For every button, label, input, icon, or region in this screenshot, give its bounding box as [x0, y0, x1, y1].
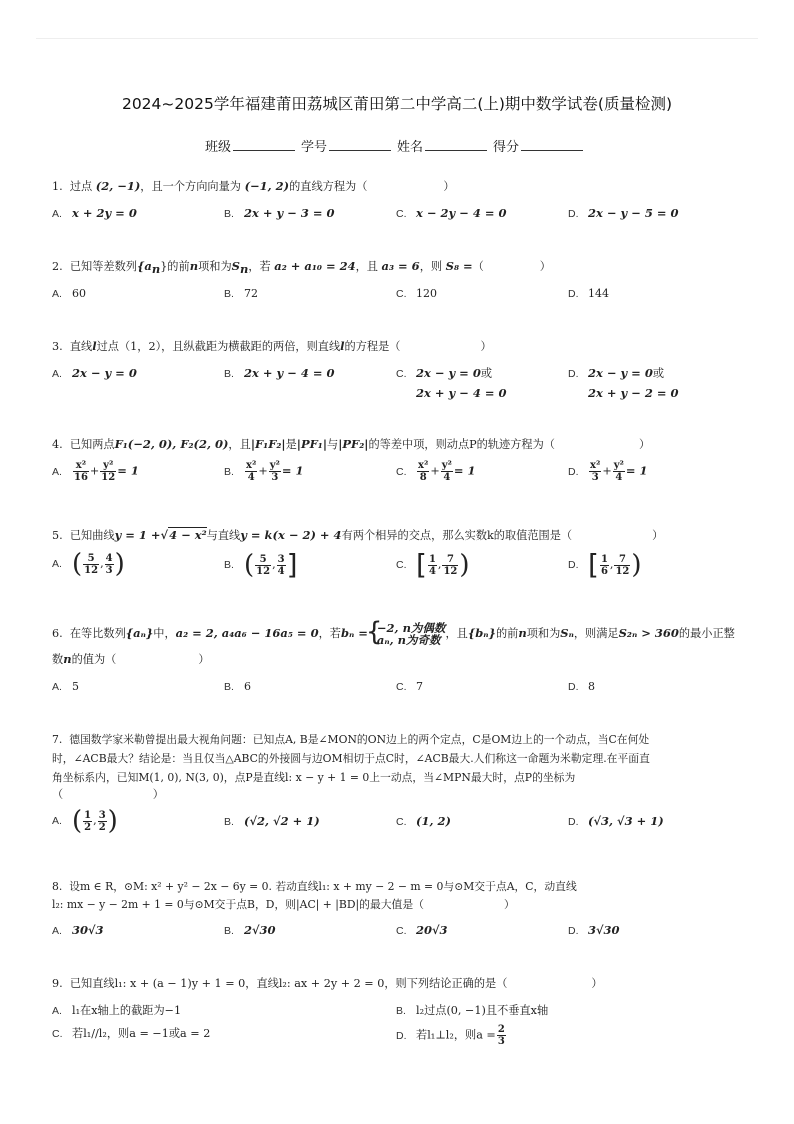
option-a[interactable]: A. 30√3: [52, 923, 104, 937]
option-b[interactable]: B. (√2, √2 + 1): [224, 814, 320, 828]
option-b[interactable]: B. 6: [224, 680, 251, 693]
option-b[interactable]: B. l₂过点(0, −1)且不垂直x轴: [396, 1004, 549, 1017]
name-label: 姓名: [397, 140, 424, 155]
option-a[interactable]: A. $\frac{\text{x²}}{16}$ + $\frac{\text{y²}}{12}$ = 1: [52, 460, 139, 483]
question-2: 2. 已知等差数列$\{a_n\}$的前n项和为$S_n$，若 a₂ + a₁₀ = 24，且 a₃ = 6，则 S₈ =（ ）: [52, 259, 551, 277]
question-4: 4. 已知两点F₁(−2, 0), F₂(2, 0)，且|F₁F₂|是|PF₁|与|PF₂|的等差中项，则动点P的轨迹方程为（ ）: [52, 437, 651, 451]
class-blank[interactable]: [233, 150, 295, 151]
option-c[interactable]: C. 2x − y = 0或 2x + y − 4 = 0: [396, 366, 507, 400]
header-rule: [36, 38, 758, 39]
option-c[interactable]: C. 若l₁//l₂，则a = −1或a = 2: [52, 1027, 211, 1040]
option-c[interactable]: C. 7: [396, 680, 423, 693]
question-7-line-2: 时，∠ACB最大？结论是：当且仅当△ABC的外接圆与边OM相切于点C时，∠ACB最大.人们称这一命题为米勒定理.在平面直: [52, 752, 650, 765]
score-label: 得分: [493, 140, 520, 155]
question-6-continued: 数n的值为（ ）: [52, 652, 210, 666]
option-d[interactable]: D. 2x − y = 0或 2x + y − 2 = 0: [568, 366, 679, 400]
student-info-line: [0, 136, 794, 155]
option-c[interactable]: C. $\frac{\text{x²}}{8}$ + $\frac{\text{y²}}{4}$ = 1: [396, 460, 476, 483]
option-b[interactable]: B. 72: [224, 287, 258, 300]
question-3: 3. 直线l过点（1，2），且纵截距为横截距的两倍，则直线l的方程是（ ）: [52, 339, 492, 353]
option-b[interactable]: B. 2x + y − 3 = 0: [224, 206, 335, 220]
id-blank[interactable]: [329, 150, 391, 151]
option-a[interactable]: A. l₁在x轴上的截距为−1: [52, 1004, 182, 1017]
option-d[interactable]: D. 3√30: [568, 923, 620, 937]
question-8-line-2: l₂: mx − y − 2m + 1 = 0与⊙M交于点B，D，则|AC| + |BD|的最大值是（ ）: [52, 898, 515, 911]
option-b[interactable]: B. $\frac{\text{x²}}{4}$ + $\frac{\text{y²}}{3}$ = 1: [224, 460, 304, 483]
name-blank[interactable]: [425, 150, 487, 151]
option-b[interactable]: B. 2√30: [224, 923, 276, 937]
option-c[interactable]: C. x − 2y − 4 = 0: [396, 206, 507, 220]
question-7-paren: （ ）: [52, 788, 164, 801]
option-d[interactable]: D. 2x − y − 5 = 0: [568, 206, 679, 220]
question-7: 7. 德国数学家米勒曾提出最大视角问题：已知点A, B是∠MON的ON边上的两个定点，C是OM边上的一个动点，当C在何处: [52, 733, 650, 746]
question-1: 1. 过点 (2, −1)，且一个方向向量为 (−1, 2)的直线方程为（ ）: [52, 179, 455, 193]
score-blank[interactable]: [521, 150, 583, 151]
question-7-line-3: 角坐标系内，已知M(1, 0), N(3, 0)，点P是直线l: x − y + 1 = 0上一动点，当∠MPN最大时，点P的坐标为: [52, 771, 576, 784]
page-title: 2024~2025学年福建莆田荔城区莆田第二中学高二(上)期中数学试卷(质量检测): [121, 95, 673, 113]
option-d[interactable]: D. [ $\frac{1}{6}$ , $\frac{7}{12}$ ): [568, 548, 642, 581]
option-d[interactable]: D. (√3, √3 + 1): [568, 814, 664, 828]
class-label: 班级: [204, 140, 231, 155]
option-c[interactable]: C. [ $\frac{1}{4}$ , $\frac{7}{12}$ ): [396, 548, 470, 581]
option-d[interactable]: D. 8: [568, 680, 595, 693]
option-a[interactable]: A. x + 2y = 0: [52, 206, 137, 220]
question-8: 8. 设m ∈ R，⊙M: x² + y² − 2x − 6y = 0. 若动直线l₁: x + my − 2 − m = 0与⊙M交于点A，C，动直线: [52, 880, 577, 893]
option-d[interactable]: D. 若l₁⊥l₂，则a = $\frac{2}{3}$: [396, 1024, 505, 1047]
option-b[interactable]: B. ( $\frac{5}{12}$ , $\frac{3}{4}$ ]: [224, 548, 298, 581]
question-5: 5. 已知曲线y = 1 +√4 − x²与直线y = k(x − 2) + 4有两个相异的交点，那么实数k的取值范围是（ ）: [52, 528, 664, 542]
option-d[interactable]: D. 144: [568, 287, 609, 300]
piecewise-cases: { −2, n为偶数 aₙ, n为奇数: [368, 622, 446, 646]
option-a[interactable]: A. ( $\frac{5}{12}$ , $\frac{4}{3}$ ): [52, 549, 125, 579]
option-a[interactable]: A. 60: [52, 287, 86, 300]
id-label: 学号: [300, 140, 327, 155]
option-a[interactable]: A. ( $\frac{1}{2}$ , $\frac{3}{2}$ ): [52, 806, 118, 836]
question-9: 9. 已知直线l₁: x + (a − 1)y + 1 = 0，直线l₂: ax + 2y + 2 = 0，则下列结论正确的是（ ）: [52, 977, 603, 990]
option-d[interactable]: D. $\frac{\text{x²}}{3}$ + $\frac{\text{y²}}{4}$ = 1: [568, 460, 648, 483]
option-c[interactable]: C. 20√3: [396, 923, 448, 937]
option-a[interactable]: A. 5: [52, 680, 79, 693]
option-b[interactable]: B. 2x + y − 4 = 0: [224, 366, 335, 380]
option-a[interactable]: A. 2x − y = 0: [52, 366, 137, 380]
question-6: 6. 在等比数列{aₙ}中，a₂ = 2, a₄a₆ − 16a₅ = 0，若bₙ = { −2, n为偶数 aₙ, n为奇数 ，且{bₙ}的前n项和为Sₙ，则满足S₂ₙ > 360的最小正整: [52, 622, 758, 646]
option-c[interactable]: C. (1, 2): [396, 814, 451, 828]
option-c[interactable]: C. 120: [396, 287, 437, 300]
